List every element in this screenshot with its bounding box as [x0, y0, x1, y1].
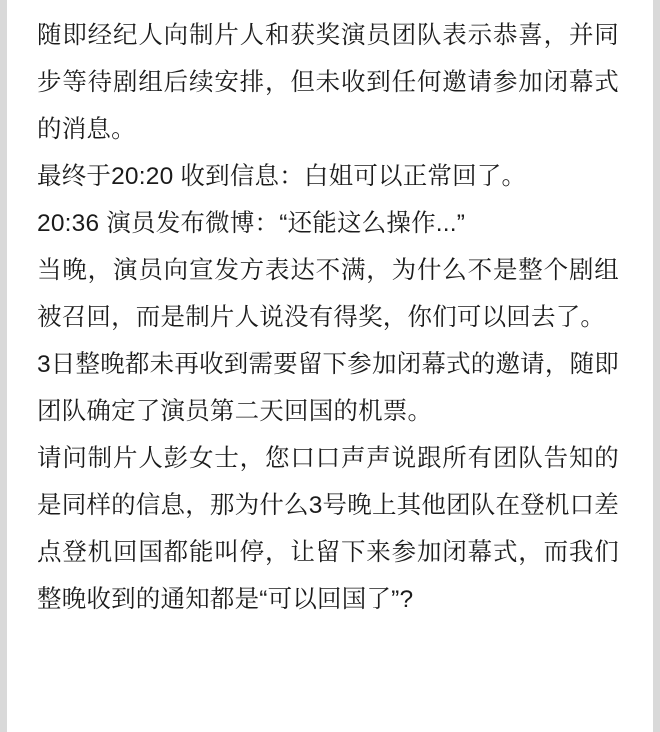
document-body	[7, 0, 653, 623]
paragraph: 请问制片人彭女士，您口口声声说跟所有团队告知的是同样的信息，那为什么3号晚上其他团队在登机口差点登机回国都能叫停，让留下来参加闭幕式，而我们整晚收到的通知都是“可以回国了”?	[37, 445, 619, 613]
paragraph: 最终于20:20 收到信息：白姐可以正常回了。	[37, 163, 527, 190]
paragraph: 随即经纪人向制片人和获奖演员团队表示恭喜，并同步等待剧组后续安排，但未收到任何邀请参加闭幕式的消息。	[37, 22, 619, 143]
paragraph: 3日整晚都未再收到需要留下参加闭幕式的邀请，随即团队确定了演员第二天回国的机票。	[37, 351, 619, 425]
paragraph: 20:36 演员发布微博：“还能这么操作...”	[37, 210, 466, 237]
paragraph: 当晚，演员向宣发方表达不满，为什么不是整个剧组被召回，而是制片人说没有得奖，你们可以回去了。	[37, 257, 619, 331]
